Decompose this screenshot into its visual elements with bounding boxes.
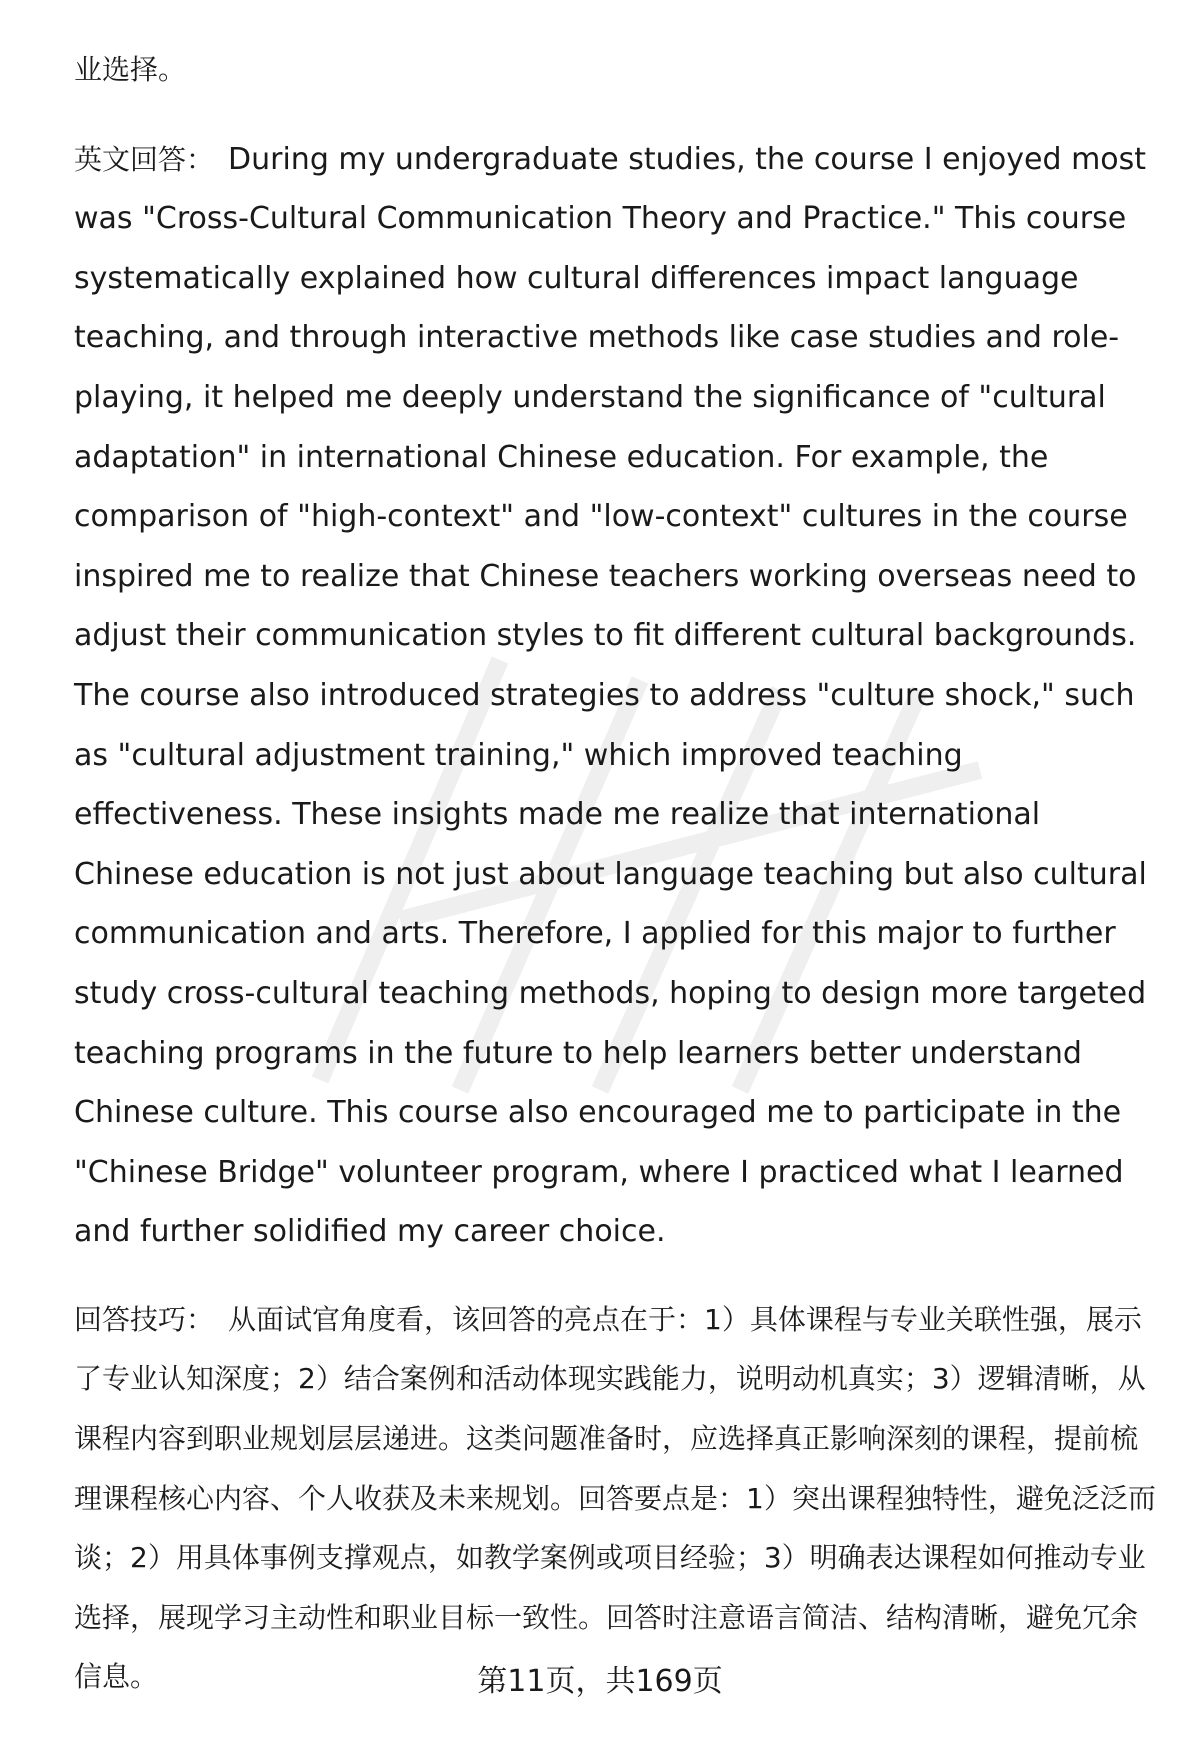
english-answer-text: During my undergraduate studies, the course I enjoyed most was "Cross-Cultural Communication Theory and Practice." This course systematically explained how cultural differences impact language teaching, and through interactive methods like case studies and role-playing, it helped me deeply understand the significance of "cultural adaptation" in international Chinese education. For example, the comparison of "high-context" and "low-context" cultures in the course inspired me to realize that Chinese teachers working overseas need to adjust their communication styles to fit different cultural backgrounds. The course also introduced strategies to address "culture shock," such as "cultural adjustment training," which improved teaching effectiveness. These insights made me realize that international Chinese education is not just about language teaching but also cultural communication and arts. Therefore, I applied for this major to further study cross-cultural teaching methods, hoping to design more targeted teaching programs in the future to help learners better understand Chinese culture. This course also encouraged me to participate in the "Chinese Bridge" volunteer program, where I practiced what I learned and further solidified my career choice. bbox=[74, 141, 1147, 1250]
document-page bbox=[74, 40, 1160, 1707]
english-answer-paragraph bbox=[74, 130, 1160, 1262]
page-footer: 第11页，共169页 bbox=[477, 1664, 723, 1699]
english-answer-label: 英文回答： bbox=[74, 142, 215, 176]
paragraph-gap bbox=[74, 100, 1160, 130]
continued-paragraph bbox=[74, 40, 1160, 100]
continued-text: 业选择。 bbox=[74, 53, 187, 86]
paragraph-gap bbox=[74, 1262, 1160, 1290]
answer-tips-label: 回答技巧： bbox=[74, 1302, 215, 1336]
answer-tips-text: 从面试官角度看，该回答的亮点在于：1）具体课程与专业关联性强，展示了专业认知深度；2）结合案例和活动体现实践能力，说明动机真实；3）逻辑清晰，从课程内容到职业规划层层递进。这类问题准备时，应选择真正影响深刻的课程，提前梳理课程核心内容、个人收获及未来规划。回答要点是：1）突出课程独特性，避免泛泛而谈；2）用具体事例支撑观点，如教学案例或项目经验；3）明确表达课程如何推动专业选择，展现学习主动性和职业目标一致性。回答时注意语言简洁、结构清晰，避免冗余信息。 bbox=[74, 1302, 1156, 1694]
answer-tips-paragraph bbox=[74, 1290, 1160, 1707]
